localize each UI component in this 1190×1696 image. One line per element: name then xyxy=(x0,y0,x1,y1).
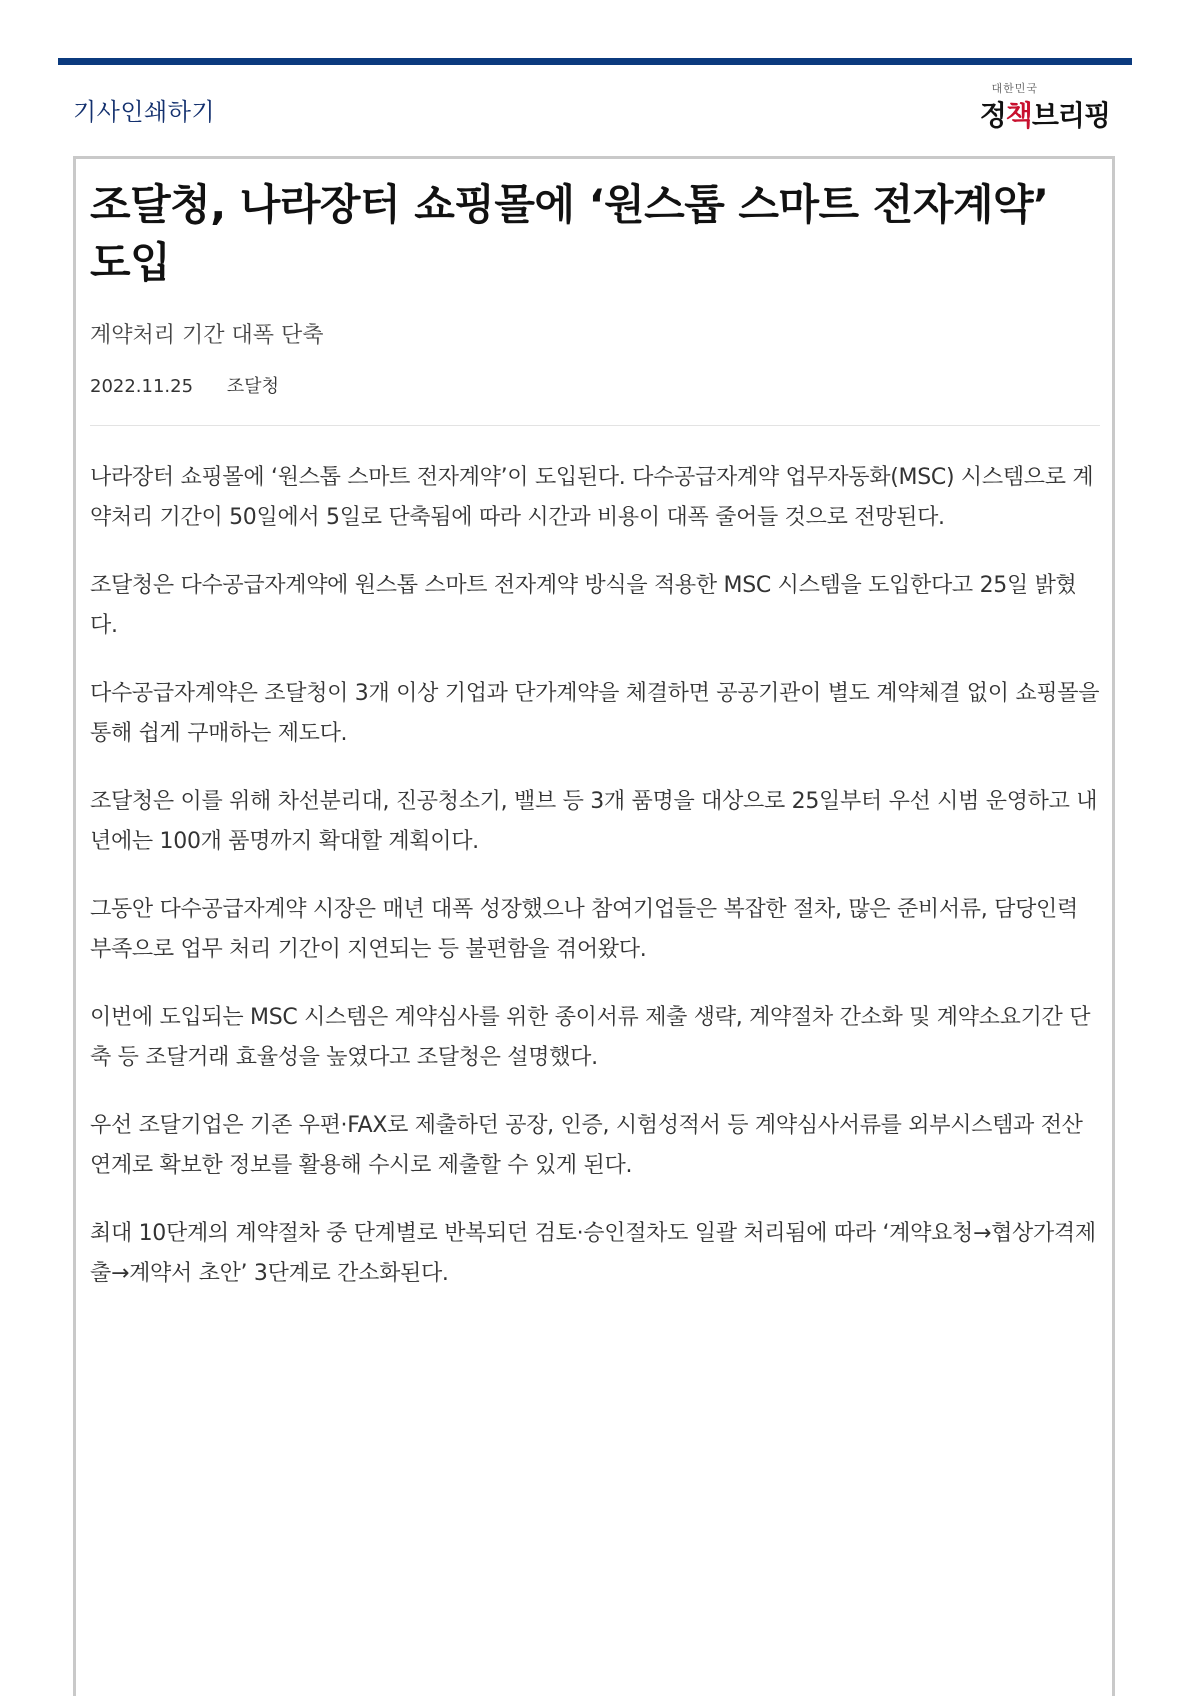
article-meta xyxy=(90,372,279,398)
article-paragraph: 다수공급자계약은 조달청이 3개 이상 기업과 단가계약을 체결하면 공공기관이 별도 계약체결 없이 쇼핑몰을 통해 쉽게 구매하는 제도다. xyxy=(90,681,1100,746)
logo-char-rest: 브리핑 xyxy=(1031,99,1110,132)
article-paragraph: 이번에 도입되는 MSC 시스템은 계약심사를 위한 종이서류 제출 생략, 계약절차 간소화 및 계약소요기간 단축 등 조달거래 효율성을 높였다고 조달청은 설명했다. xyxy=(90,1005,1091,1070)
article-date: 2022.11.25 xyxy=(90,376,194,397)
article-title: 조달청, 나라장터 쇼핑몰에 ‘원스톱 스마트 전자계약’ 도입 xyxy=(90,180,1049,287)
logo-char-2: 책 xyxy=(1005,99,1032,132)
article-paragraph: 나라장터 쇼핑몰에 ‘원스톱 스마트 전자계약’이 도입된다. 다수공급자계약 업무자동화(MSC) 시스템으로 계약처리 기간이 50일에서 5일로 단축됨에 따라 시간과 비용이 대폭 줄어들 것으로 전망된다. xyxy=(90,465,1094,530)
article-paragraph: 그동안 다수공급자계약 시장은 매년 대폭 성장했으나 참여기업들은 복잡한 절차, 많은 준비서류, 담당인력 부족으로 업무 처리 기간이 지연되는 등 불편함을 겪어왔다. xyxy=(90,897,1078,962)
article-source: 조달청 xyxy=(226,376,279,397)
logo-wordmark xyxy=(980,94,1110,134)
korea-policy-briefing-logo xyxy=(960,80,1110,132)
logo-char-1: 정 xyxy=(979,99,1006,132)
article-paragraph: 조달청은 이를 위해 차선분리대, 진공청소기, 밸브 등 3개 품명을 대상으로 25일부터 우선 시범 운영하고 내년에는 100개 품명까지 확대할 계획이다. xyxy=(90,789,1098,854)
top-accent-bar xyxy=(58,58,1132,65)
article-paragraph: 조달청은 다수공급자계약에 원스톱 스마트 전자계약 방식을 적용한 MSC 시스템을 도입한다고 25일 밝혔다. xyxy=(90,573,1077,638)
article-paragraph: 우선 조달기업은 기존 우편·FAX로 제출하던 공장, 인증, 시험성적서 등 계약심사서류를 외부시스템과 전산연계로 확보한 정보를 활용해 수시로 제출할 수 있게 된다. xyxy=(90,1113,1083,1178)
divider xyxy=(90,425,1100,426)
logo-subtext: 대한민국 xyxy=(991,82,1038,95)
article-body xyxy=(90,458,1102,1322)
article-paragraph: 최대 10단계의 계약절차 중 단계별로 반복되던 검토·승인절차도 일괄 처리됨에 따라 ‘계약요청→협상가격제출→계약서 초안’ 3단계로 간소화된다. xyxy=(90,1221,1096,1286)
article-subtitle: 계약처리 기간 대폭 단축 xyxy=(90,323,324,348)
print-article-label[interactable]: 기사인쇄하기 xyxy=(73,98,216,126)
